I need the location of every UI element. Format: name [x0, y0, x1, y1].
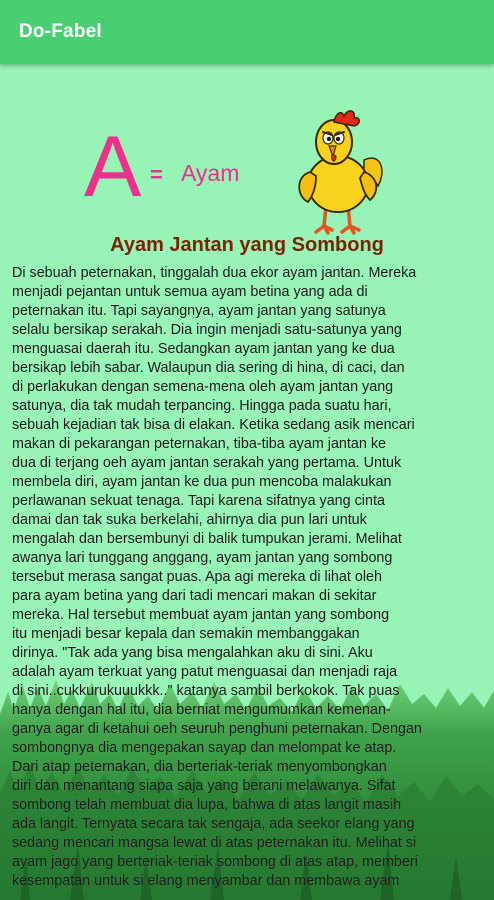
- story-line: diri dan menantang siapa saja yang berani melawanya. Sifat: [12, 778, 396, 794]
- story-title: Ayam Jantan yang Sombong: [110, 234, 384, 256]
- story-line: dua di terjang oeh ayam jantan serakah yang pertama. Untuk: [12, 455, 402, 471]
- app-bar: [0, 0, 494, 64]
- story-line: bersikap lebih sabar. Walaupun dia sering di hina, di caci, dan: [12, 360, 405, 376]
- story-line: membela diri, ayam jantan ke dua pun mencoba malakukan: [12, 474, 392, 490]
- story-line: adalah ayam terkuat yang patut menguasai dan menjadi raja: [12, 664, 398, 680]
- story-line: makan di pekarangan peternakan, tiba-tiba ayam jantan ke: [12, 436, 386, 452]
- story-scroll-area[interactable]: [0, 64, 494, 900]
- story-line: di sini..cukkurukuuukkk.." katanya sambil berkokok. Tak puas: [12, 683, 400, 699]
- story-line: sombong telah membuat dia lupa, bahwa di atas langit masih: [12, 797, 402, 813]
- story-line: peternakan itu. Tapi sayangnya, ayam jantan yang satunya: [12, 303, 386, 319]
- story-line: damai dan tak suka berkelahi, ahirnya dia pun lari untuk: [12, 512, 367, 528]
- story-line: ayam jago yang berteriak-teriak sombong di atas atap, memberi: [12, 854, 418, 870]
- story-line: satunya, dia tak mudah terpancing. Hingga pada suatu hari,: [12, 398, 392, 414]
- story-line: menjadi pejantan untuk semua ayam betina yang ada di: [12, 284, 368, 300]
- story-line: menguasai daerah itu. Sedangkan ayam jantan yang ke dua: [12, 341, 395, 357]
- story-line: sedang mencari mangsa lewat di atas peternakan itu. Melihat si: [12, 835, 417, 851]
- app-title: Do-Fabel: [19, 21, 102, 42]
- story-line: tersebut merasa sangat puas. Apa agi mereka di lihat oleh: [12, 569, 382, 585]
- story-line: Dari atap peternakan, dia berteriak-teriak menyombongkan: [12, 759, 387, 775]
- chicken-illustration: [286, 102, 390, 236]
- big-letter: A: [84, 119, 142, 215]
- story-line: sombongnya dia mengepakan sayap dan melompat ke atap.: [12, 740, 397, 756]
- story-line: dirinya. "Tak ada yang bisa mengalahkan aku di sini. Aku: [12, 645, 373, 661]
- story-line: mengalah dan bersembunyi di balik tumpukan jerami. Melihat: [12, 531, 402, 547]
- story-line: selalu bersikap serakah. Dia ingin menjadi satu-satunya yang: [12, 322, 402, 338]
- story-line: hanya dengan hal itu, dia berniat mengumumkan kemenan-: [12, 702, 391, 718]
- story-line: ada langit. Ternyata secara tak sengaja, ada seekor elang yang: [12, 816, 415, 832]
- story-line: mereka. Hal tersebut membuat ayam jantan yang sombong: [12, 607, 390, 623]
- letter-header: [0, 64, 494, 234]
- story-line: Di sebuah peternakan, tinggalah dua ekor ayam jantan. Mereka: [12, 265, 417, 281]
- story-line: di perlakukan dengan semena-mena oleh ayam jantan yang: [12, 379, 394, 395]
- story-line: kesempatan untuk si elang menyambar dan membawa ayam: [12, 873, 400, 889]
- animal-word: Ayam: [181, 160, 240, 186]
- story-line: itu menjadi besar kepala dan semakin membanggakan: [12, 626, 360, 642]
- story-line: ganya agar di ketahui oeh seuruh penghuni peternakan. Dengan: [12, 721, 422, 737]
- equals-sign: =: [150, 162, 163, 187]
- story-line: awanya lari tunggang anggang, ayam jantan yang sombong: [12, 550, 393, 566]
- story-line: sebuah kejadian tak bisa di elakan. Ketika sedang asik mencari: [12, 417, 415, 433]
- story-line: perlawanan sekuat tenaga. Tapi karena sifatnya yang cinta: [12, 493, 385, 509]
- story-line: para ayam betina yang dari tadi mencari makan di sekitar: [12, 588, 377, 604]
- story-body: [12, 264, 490, 891]
